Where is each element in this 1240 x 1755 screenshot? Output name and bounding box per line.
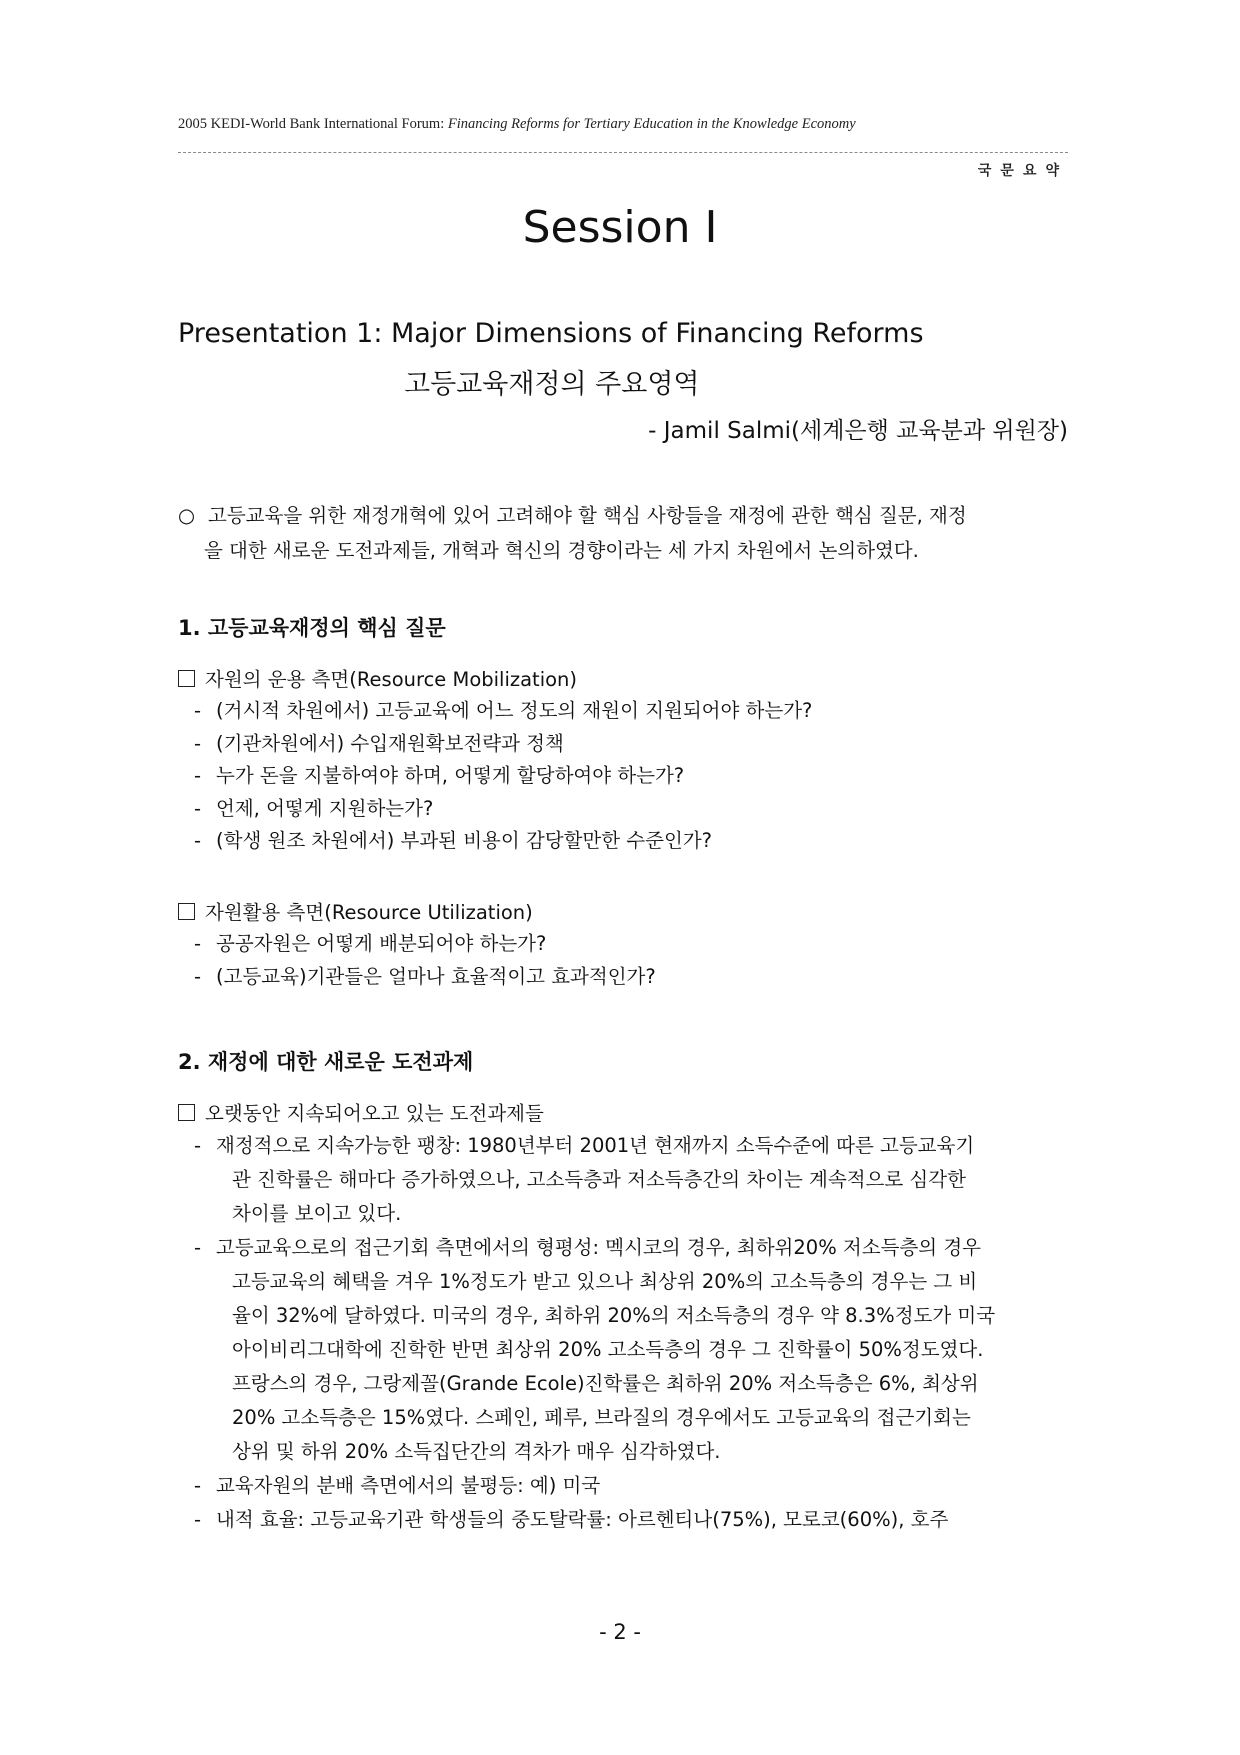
paragraph-text: 재정적으로 지속가능한 팽창: 1980년부터 2001년 현재까지 소득수준에 따른 고등교육기 bbox=[216, 1134, 975, 1157]
resource-mobilization-block bbox=[178, 665, 1068, 858]
group-title bbox=[178, 1099, 1068, 1129]
square-bullet-icon bbox=[178, 903, 195, 920]
intro-line: 을 대한 새로운 도전과제들, 개혁과 혁신의 경향이라는 세 가지 차원에서 논의하였다. bbox=[204, 539, 919, 562]
presentation-title-korean: 고등교육재정의 주요영역 bbox=[404, 369, 700, 400]
list-item bbox=[178, 760, 1068, 793]
dash-bullet-icon: - bbox=[194, 932, 202, 955]
dash-bullet-icon: - bbox=[194, 731, 202, 755]
paragraph-line: 차이를 보이고 있다. bbox=[232, 1202, 402, 1225]
sustainable-expansion-paragraph bbox=[178, 1129, 1068, 1231]
group-title-text: 자원의 운용 측면(Resource Mobilization) bbox=[205, 668, 578, 691]
group-title-text: 자원활용 측면(Resource Utilization) bbox=[205, 901, 533, 924]
list-item bbox=[178, 825, 1068, 858]
square-bullet-icon bbox=[178, 1104, 195, 1121]
paragraph-line: 상위 및 하위 20% 소득집단간의 격차가 매우 심각하였다. bbox=[232, 1440, 721, 1463]
dash-bullet-icon: - bbox=[194, 1474, 202, 1497]
list-item-text: 언제, 어떻게 지원하는가? bbox=[216, 796, 434, 820]
dash-bullet-icon: - bbox=[194, 1236, 202, 1259]
dash-bullet-icon: - bbox=[194, 829, 202, 852]
internal-efficiency-item bbox=[178, 1503, 1068, 1537]
intro-paragraph bbox=[178, 498, 1068, 568]
list-item-text: 누가 돈을 지불하여야 하며, 어떻게 할당하여야 하는가? bbox=[216, 764, 685, 787]
list-item bbox=[178, 728, 1068, 761]
session-title: Session Ⅰ bbox=[522, 202, 718, 253]
header-divider bbox=[178, 152, 1068, 153]
dash-bullet-icon: - bbox=[194, 1134, 202, 1157]
group-title-text: 오랫동안 지속되어오고 있는 도전과제들 bbox=[205, 1102, 544, 1125]
list-item-text: (고등교육)기관들은 얼마나 효율적이고 효과적인가? bbox=[216, 964, 656, 988]
paragraph-line: 율이 32%에 달하였다. 미국의 경우, 최하위 20%의 저소득층의 경우 약 8.3%정도가 미국 bbox=[232, 1304, 996, 1327]
dash-bullet-icon: - bbox=[194, 964, 202, 988]
list-item bbox=[178, 695, 1068, 728]
page-number: - 2 - bbox=[599, 1620, 641, 1644]
paragraph-line bbox=[194, 1129, 1068, 1163]
paragraph-line: 20% 고소득층은 15%였다. 스페인, 페루, 브라질의 경우에서도 고등교육의 접근기회는 bbox=[232, 1406, 971, 1429]
list-item-text: (학생 원조 차원에서) 부과된 비용이 감당할만한 수준인가? bbox=[216, 829, 713, 852]
intro-line bbox=[178, 498, 1068, 533]
paragraph-text: 고등교육으로의 접근기회 측면에서의 형평성: 멕시코의 경우, 최하위20% 저소득층의 경우 bbox=[216, 1236, 981, 1259]
list-item-text: (기관차원에서) 수입재원확보전략과 정책 bbox=[216, 731, 564, 755]
presenter-credit: - Jamil Salmi(세계은행 교육분과 위원장) bbox=[648, 418, 1068, 444]
dash-bullet-icon: - bbox=[194, 764, 202, 787]
paragraph-line: 아이비리그대학에 진학한 반면 최상위 20% 고소득층의 경우 그 진학률이 50%정도였다. bbox=[232, 1338, 984, 1361]
circle-bullet-icon: ○ bbox=[178, 504, 196, 527]
long-standing-challenges-block bbox=[178, 1099, 1068, 1537]
dash-bullet-icon: - bbox=[194, 796, 202, 820]
dash-bullet-icon: - bbox=[194, 699, 202, 722]
access-equity-paragraph bbox=[178, 1231, 1068, 1469]
intro-text: 고등교육을 위한 재정개혁에 있어 고려해야 할 핵심 사항들을 재정에 관한 핵심 질문, 재정 bbox=[208, 504, 967, 527]
paragraph-line bbox=[194, 1469, 1068, 1503]
resource-utilization-block bbox=[178, 898, 1068, 993]
dash-bullet-icon: - bbox=[194, 1508, 202, 1531]
paragraph-text: 내적 효율: 고등교육기관 학생들의 중도탈락률: 아르헨티나(75%), 모로코(60%), 호주 bbox=[216, 1508, 949, 1531]
square-bullet-icon bbox=[178, 670, 195, 687]
list-item-text: (거시적 차원에서) 고등교육에 어느 정도의 재원이 지원되어야 하는가? bbox=[216, 699, 813, 722]
list-item bbox=[178, 961, 1068, 994]
paragraph-line bbox=[194, 1231, 1068, 1265]
list-item bbox=[178, 793, 1068, 826]
running-header bbox=[178, 116, 1068, 133]
presentation-title-english: Presentation 1: Major Dimensions of Financing Reforms bbox=[178, 318, 924, 349]
section-label: 국문요약 bbox=[977, 163, 1068, 179]
paragraph-line: 프랑스의 경우, 그랑제꼴(Grande Ecole)진학률은 최하위 20% 저소득층은 6%, 최상위 bbox=[232, 1372, 979, 1395]
section-2-heading: 2. 재정에 대한 새로운 도전과제 bbox=[178, 1050, 474, 1074]
list-item-text: 공공자원은 어떻게 배분되어야 하는가? bbox=[216, 932, 547, 955]
group-title bbox=[178, 665, 1068, 695]
paragraph-line: 관 진학률은 해마다 증가하였으나, 고소득층과 저소득층간의 차이는 계속적으로 심각한 bbox=[232, 1168, 966, 1191]
paragraph-line bbox=[194, 1503, 1068, 1537]
list-item bbox=[178, 928, 1068, 961]
section-1-heading: 1. 고등교육재정의 핵심 질문 bbox=[178, 616, 446, 640]
paragraph-text: 교육자원의 분배 측면에서의 불평등: 예) 미국 bbox=[216, 1474, 601, 1497]
paragraph-line: 고등교육의 혜택을 겨우 1%정도가 받고 있으나 최상위 20%의 고소득층의 경우는 그 비 bbox=[232, 1270, 978, 1293]
header-forum-subtitle: Financing Reforms for Tertiary Education in the Knowledge Economy bbox=[447, 116, 856, 132]
resource-distribution-item bbox=[178, 1469, 1068, 1503]
group-title bbox=[178, 898, 1068, 928]
header-forum-name: 2005 KEDI-World Bank International Forum: bbox=[178, 116, 445, 132]
